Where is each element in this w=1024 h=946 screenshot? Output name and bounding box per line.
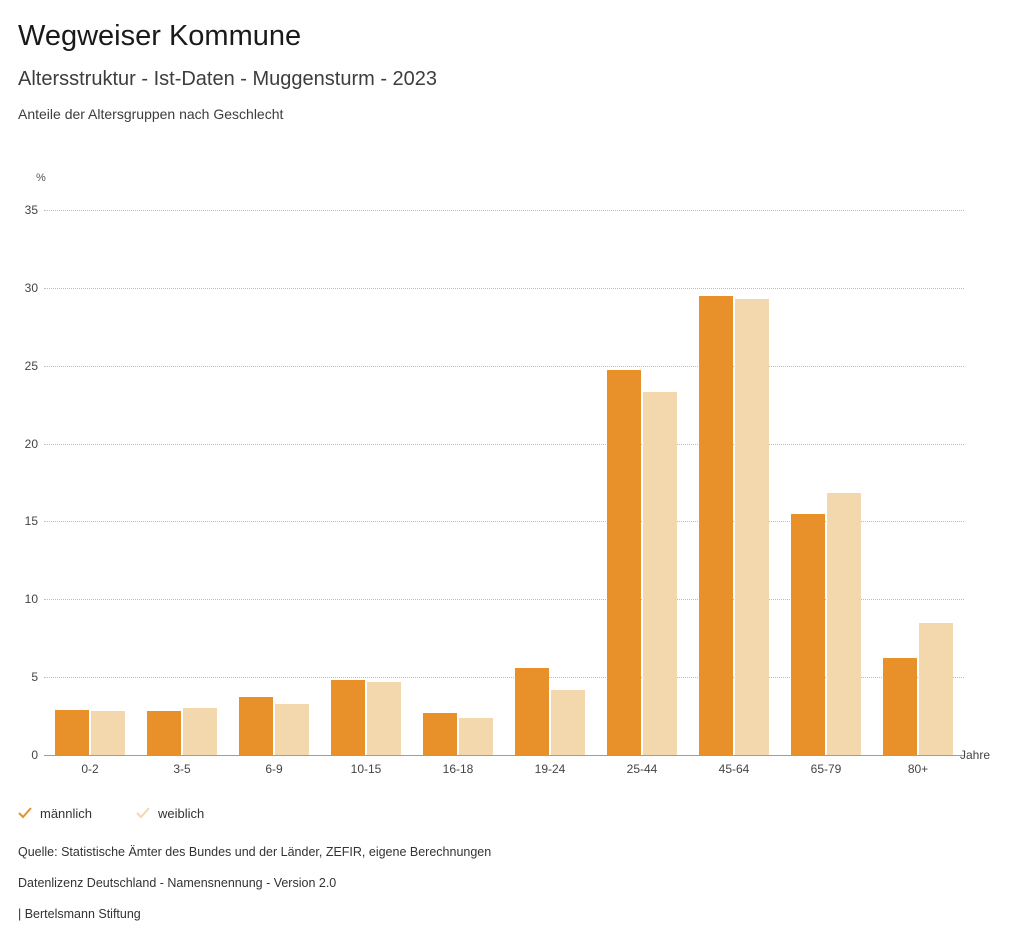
legend-item-männlich[interactable] [18, 803, 92, 823]
bar-weiblich-25-44[interactable] [643, 392, 677, 755]
y-axis-tick-label: 25 [24, 358, 38, 373]
check-icon [18, 806, 32, 820]
y-axis-tick-label: 0 [31, 748, 38, 762]
bar-weiblich-19-24[interactable] [551, 690, 585, 755]
bar-männlich-45-64[interactable] [699, 296, 733, 755]
gridline [44, 288, 964, 289]
x-axis-tick-label: 3-5 [173, 762, 191, 776]
page-title: Wegweiser Kommune [18, 20, 302, 52]
x-axis-tick-label: 16-18 [442, 762, 474, 776]
x-axis-tick-label: 10-15 [350, 762, 382, 776]
y-axis-tick-label: 20 [24, 436, 38, 451]
bar-weiblich-6-9[interactable] [275, 704, 309, 755]
gridline [44, 599, 964, 600]
bar-männlich-19-24[interactable] [515, 668, 549, 755]
gridline [44, 210, 964, 211]
y-axis-tick-label: 15 [24, 514, 38, 529]
bar-männlich-0-2[interactable] [55, 710, 89, 755]
x-axis-tick-label: 65-79 [810, 762, 842, 776]
check-icon [136, 806, 150, 820]
gridline [44, 366, 964, 367]
chart-subtitle: Altersstruktur - Ist-Daten - Muggensturm - 2023 [18, 68, 438, 90]
legend-label: männlich [40, 805, 93, 821]
bar-männlich-3-5[interactable] [147, 711, 181, 755]
x-axis-tick-label: 45-64 [718, 762, 750, 776]
x-axis-line [44, 755, 964, 756]
footer-publisher: | Bertelsmann Stiftung [18, 907, 141, 921]
bar-männlich-10-15[interactable] [331, 680, 365, 755]
bar-weiblich-80+[interactable] [919, 623, 953, 755]
y-axis-tick-label: 5 [31, 670, 38, 685]
legend-item-weiblich[interactable] [136, 803, 204, 823]
x-axis-tick-label: 6-9 [265, 762, 283, 776]
bar-männlich-16-18[interactable] [423, 713, 457, 755]
y-axis-tick-label: 30 [24, 280, 38, 295]
x-axis-caption: Jahre [960, 748, 991, 762]
gridline [44, 444, 964, 445]
x-axis-tick-label: 19-24 [534, 762, 566, 776]
bar-männlich-65-79[interactable] [791, 514, 825, 755]
x-axis-tick-label: 80+ [907, 762, 929, 776]
bar-weiblich-16-18[interactable] [459, 718, 493, 755]
bar-männlich-25-44[interactable] [607, 370, 641, 755]
footer-license: Datenlizenz Deutschland - Namensnennung - Version 2.0 [18, 876, 337, 890]
gridline [44, 677, 964, 678]
footer-source: Quelle: Statistische Ämter des Bundes und der Länder, ZEFIR, eigene Berechnungen [18, 845, 492, 859]
bar-weiblich-45-64[interactable] [735, 299, 769, 755]
x-axis-tick-label: 0-2 [81, 762, 99, 776]
bar-weiblich-65-79[interactable] [827, 493, 861, 755]
bar-weiblich-3-5[interactable] [183, 708, 217, 755]
x-axis-tick-label: 25-44 [626, 762, 658, 776]
y-axis-unit: % [36, 172, 46, 184]
bar-männlich-6-9[interactable] [239, 697, 273, 755]
bar-weiblich-10-15[interactable] [367, 682, 401, 755]
gridline [44, 521, 964, 522]
y-axis-tick-label: 35 [24, 203, 38, 217]
chart-grid [44, 210, 964, 755]
bar-männlich-80+[interactable] [883, 658, 917, 755]
y-axis-tick-label: 10 [24, 592, 38, 607]
bar-weiblich-0-2[interactable] [91, 711, 125, 755]
legend-label: weiblich [158, 805, 205, 821]
chart-description: Anteile der Altersgruppen nach Geschlecht [18, 106, 284, 122]
